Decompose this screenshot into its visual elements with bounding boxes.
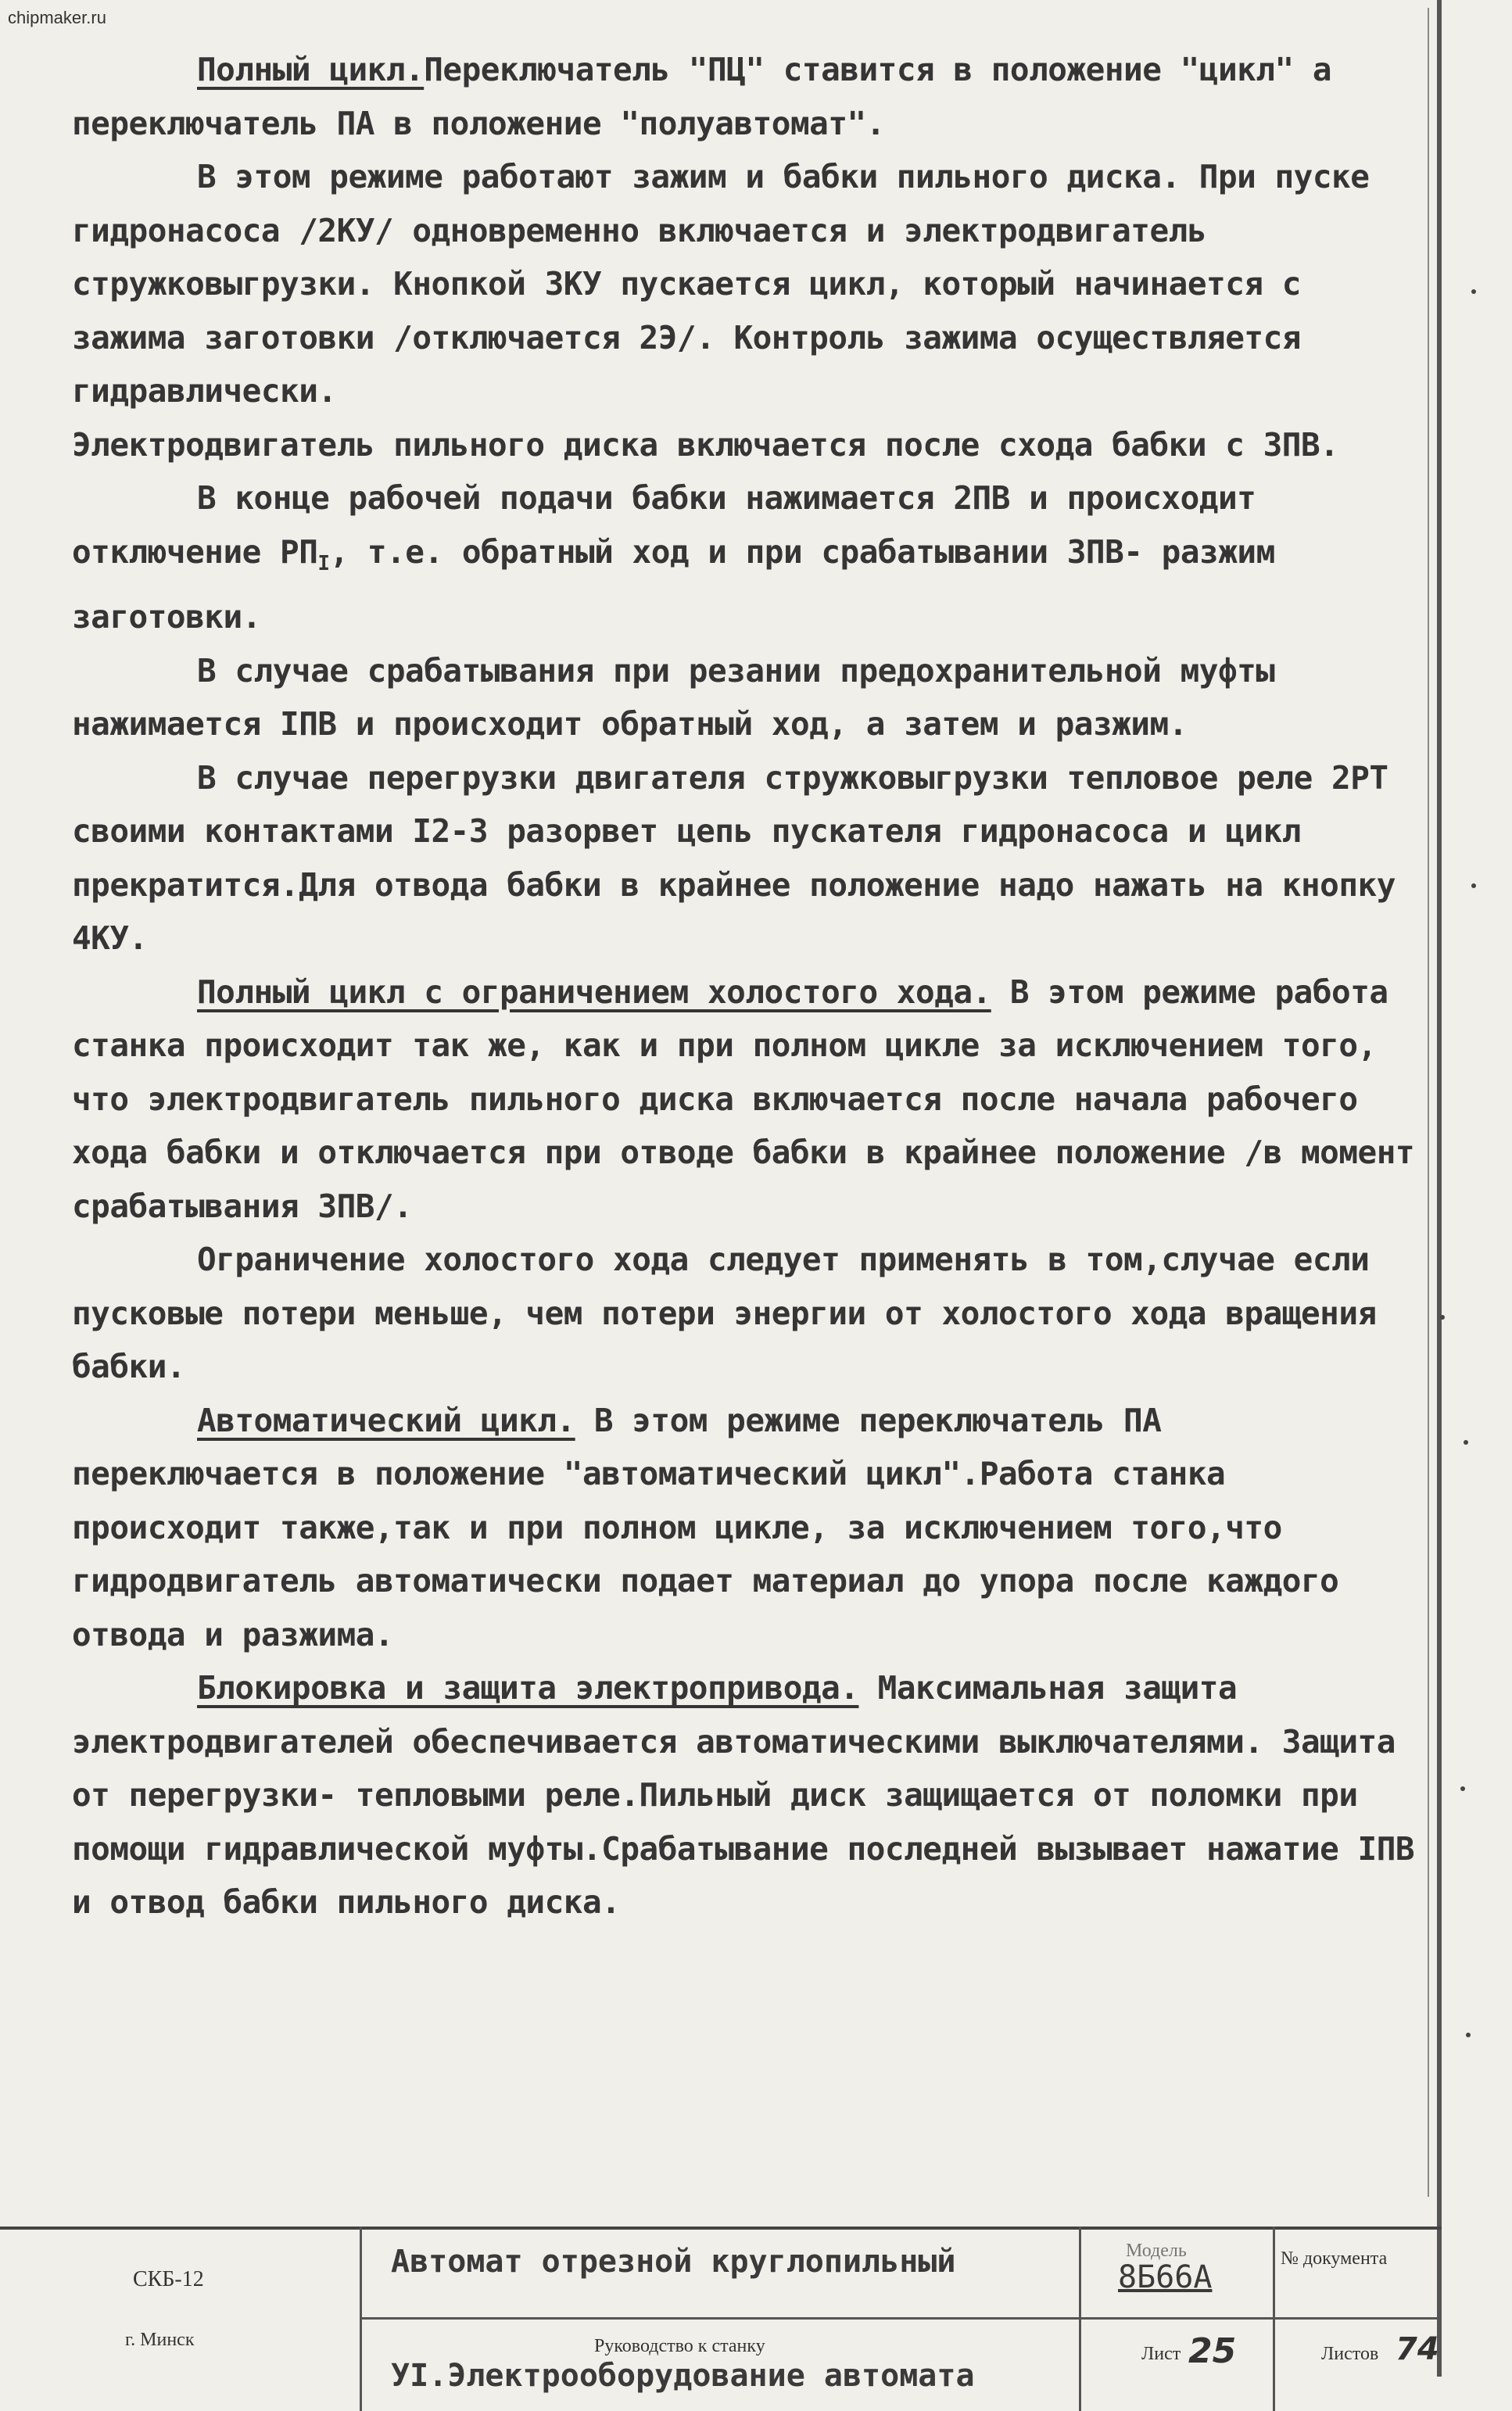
subscript-index: I <box>317 551 330 575</box>
paragraph-overload: В случае перегрузки двигателя стружковыгрузки тепловое реле 2РТ своими контактами I2-3 разорвет цепь пускателя гидронасоса и цикл прекратится.Для отвода бабки в крайнее положение надо нажать на кнопку 4КУ. <box>72 758 1396 958</box>
sheets-label: Листов <box>1321 2344 1379 2364</box>
organization-name: СКБ-12 <box>133 2267 204 2291</box>
paragraph-text: В этом режиме работа станка происходит так же, как и при полном цикле за исключением того, что электродвигатель пильного диска включается после начала рабочего хода бабки и отключается при отводе бабки в крайнее положение /в момент срабатывания 3ПВ/. <box>72 973 1415 1225</box>
section-heading-automatic-cycle: Автоматический цикл. <box>197 1401 575 1439</box>
paragraph-feed-end <box>72 471 1424 644</box>
paragraph-text: Переключатель "ПЦ" ставится в положение "цикл" а переключатель ПА в положение "полуавтомат". <box>72 51 1332 142</box>
section-heading-protection: Блокировка и защита электропривода. <box>197 1669 859 1707</box>
model-number: 8Б66А <box>1118 2259 1213 2295</box>
scan-speck <box>1471 883 1476 888</box>
title-block-divider <box>1079 2227 1081 2411</box>
document-title: Автомат отрезной круглопильный <box>391 2244 956 2280</box>
paragraph-idle-limit-cycle <box>72 965 1424 1234</box>
paragraph-text: В конце рабочей подачи бабки нажимается 2ПВ и происходит отключение РП <box>72 479 1256 571</box>
total-sheets: 74 <box>1396 2331 1439 2367</box>
page-frame-right-border <box>1437 0 1442 2377</box>
paragraph-text: Максимальная защита электродвигателей обеспечивается автоматическими выключателями. Защита от перегрузки- тепловыми реле.Пильный диск защищается от поломки при помощи гидравлической муфты.Срабатывание последней вызывает нажатие IПВ и отвод бабки пильного диска. <box>72 1669 1415 1922</box>
title-block-middle-line <box>360 2317 1442 2320</box>
guide-label: Руководство к станку <box>594 2336 765 2356</box>
sheet-label: Лист <box>1141 2344 1181 2364</box>
scan-speck <box>1464 1440 1468 1445</box>
city-name: г. Минск <box>125 2330 195 2350</box>
document-number-label: № документа <box>1281 2248 1388 2269</box>
section-title: УI.Электрооборудование автомата <box>391 2358 975 2394</box>
paragraph-mode-description: В этом режиме работают зажим и бабки пильного диска. При пуске гидронасоса /2КУ/ одновременно включается и электродвигатель стружковыгрузки. Кнопкой 3КУ пускается цикл, который начинается с зажима заготовки /отключается 2Э/. Контроль зажима осуществляется гидравлически. <box>72 158 1370 410</box>
paragraph-text: В этом режиме переключатель ПА переключается в положение "автоматический цикл".Работа станка происходит также,так и при полном цикле, за исключением того,что гидродвигатель автоматически подает материал до упора после каждого отвода и разжима. <box>72 1401 1339 1653</box>
paragraph-idle-limit-usage: Ограничение холостого хода следует применять в том,случае если пусковые потери меньше, чем потери энергии от холостого хода вращения бабки. <box>72 1241 1377 1386</box>
section-heading-idle-limit: Полный цикл с ограничением холостого хода. <box>197 973 991 1011</box>
title-block-divider <box>360 2227 362 2411</box>
page-frame-inner-line <box>1428 8 1429 2197</box>
paragraph-saw-motor: Электродвигатель пильного диска включается после схода бабки с 3ПВ. <box>72 425 1339 464</box>
scan-speck <box>1471 289 1476 294</box>
paragraph-full-cycle <box>72 43 1424 150</box>
model-label: Модель <box>1126 2241 1187 2261</box>
title-block-top-border <box>0 2227 1442 2230</box>
paragraph-automatic-cycle <box>72 1394 1424 1662</box>
watermark: chipmaker.ru <box>8 8 106 27</box>
document-body <box>72 43 1424 1929</box>
section-heading-full-cycle: Полный цикл. <box>197 51 425 88</box>
title-block-divider <box>1273 2227 1275 2411</box>
paragraph-protection <box>72 1661 1424 1929</box>
paragraph-safety-clutch: В случае срабатывания при резании предохранительной муфты нажимается IПВ и происходит обратный ход, а затем и разжим. <box>72 651 1275 743</box>
title-block <box>0 2227 1442 2411</box>
sheet-number: 25 <box>1188 2331 1237 2371</box>
scan-speck <box>1460 1786 1465 1791</box>
paragraph-text: , т.е. обратный ход и при срабатывании 3ПВ- разжим заготовки. <box>72 532 1275 636</box>
scan-speck <box>1466 2033 1471 2037</box>
scan-speck <box>1440 1315 1445 1320</box>
